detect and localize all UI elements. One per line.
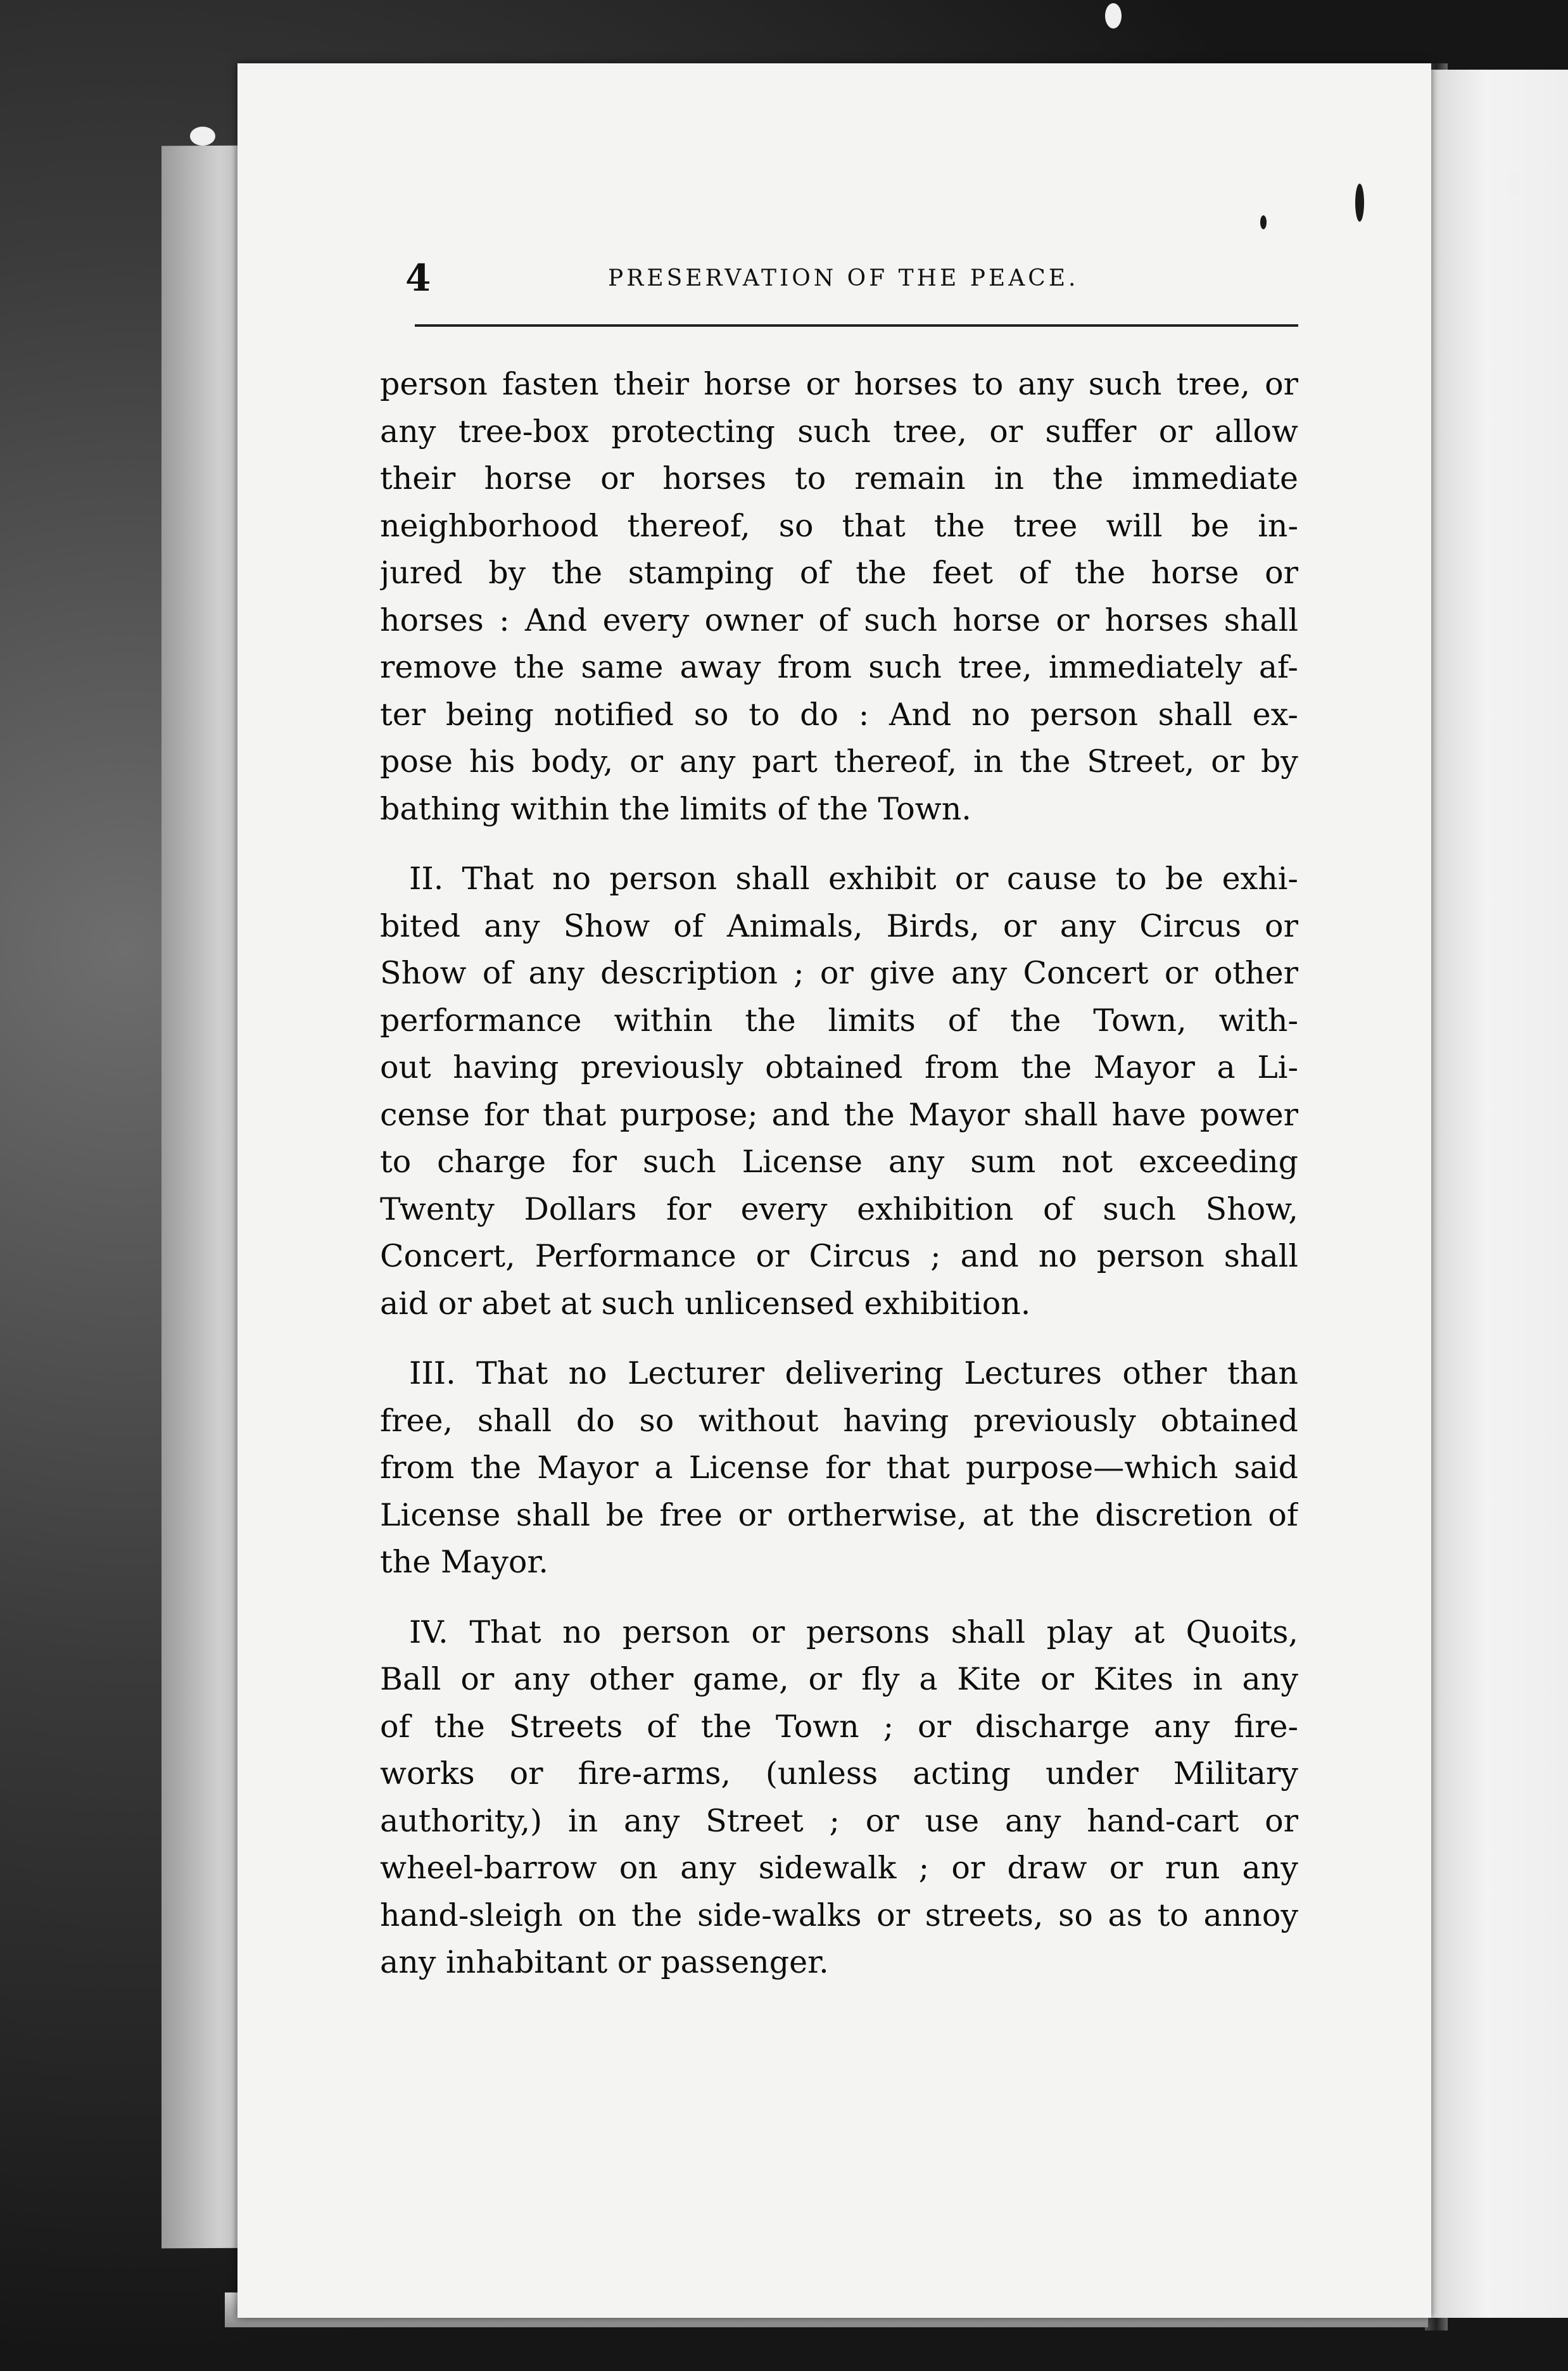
header-rule — [415, 324, 1298, 327]
text-line: out having previously obtained from the Mayor a Li- — [380, 1049, 1298, 1085]
text-line: Twenty Dollars for every exhibition of such Show, — [380, 1191, 1298, 1227]
text-line: pose his body, or any part thereof, in the Street, or by — [380, 743, 1298, 780]
page-number: 4 — [405, 256, 431, 300]
paragraph-continuation — [380, 361, 1298, 833]
body-text — [380, 361, 1298, 1987]
paragraph-gap — [380, 833, 1298, 856]
text-line: Ball or any other game, or fly a Kite or Kites in any — [380, 1661, 1298, 1697]
text-line: any inhabitant or passenger. — [380, 1944, 829, 1980]
text-line: person fasten their horse or horses to any such tree, or — [380, 366, 1298, 402]
text-line: works or fire-arms, (unless acting under Military — [380, 1755, 1298, 1792]
scan-speck — [190, 127, 215, 146]
text-line: any tree-box protecting such tree, or suffer or allow — [380, 413, 1298, 450]
text-line: of the Streets of the Town ; or discharge any fire- — [380, 1708, 1298, 1745]
text-line: authority,) in any Street ; or use any hand-cart or — [380, 1802, 1298, 1839]
text-line: License shall be free or ortherwise, at the discretion of — [380, 1496, 1298, 1533]
text-line: Show of any description ; or give any Concert or other — [380, 955, 1298, 991]
right-adjacent-page — [1431, 70, 1568, 2318]
text-line: wheel-barrow on any sidewalk ; or draw or run any — [380, 1850, 1298, 1886]
running-header — [405, 256, 1305, 307]
text-line: Concert, Performance or Circus ; and no person shall — [380, 1238, 1298, 1274]
text-line: neighborhood thereof, so that the tree will be in- — [380, 507, 1298, 544]
paragraph-gap — [380, 1586, 1298, 1609]
paragraph-section-iv — [380, 1609, 1298, 1987]
text-line: remove the same away from such tree, immediately af- — [380, 649, 1298, 685]
scan-speck — [1507, 171, 1520, 196]
scan-speck — [1260, 215, 1267, 229]
scan-speck — [1105, 3, 1122, 28]
header-title: PRESERVATION OF THE PEACE. — [608, 265, 1079, 291]
text-line: jured by the stamping of the feet of the horse or — [380, 555, 1298, 591]
text-line: free, shall do so without having previously obtained — [380, 1402, 1298, 1439]
text-line: ter being notified so to do : And no person shall ex- — [380, 696, 1298, 733]
text-line: the Mayor. — [380, 1544, 549, 1580]
text-line: III. That no Lecturer delivering Lectures other than — [409, 1355, 1298, 1391]
scan-speck — [1355, 184, 1364, 222]
text-line: hand-sleigh on the side-walks or streets, so as to annoy — [380, 1897, 1298, 1933]
text-line: from the Mayor a License for that purpose—which said — [380, 1450, 1298, 1486]
text-line: bited any Show of Animals, Birds, or any Circus or — [380, 907, 1298, 944]
text-line: IV. That no person or persons shall play at Quoits, — [409, 1614, 1298, 1650]
text-line: bathing within the limits of the Town. — [380, 790, 971, 827]
text-line: performance within the limits of the Town, with- — [380, 1002, 1298, 1039]
text-line: aid or abet at such unlicensed exhibition. — [380, 1285, 1031, 1322]
text-line: their horse or horses to remain in the immediate — [380, 460, 1298, 496]
text-line: to charge for such License any sum not exceeding — [380, 1144, 1298, 1180]
paragraph-section-iii — [380, 1350, 1298, 1586]
text-line: cense for that purpose; and the Mayor shall have power — [380, 1096, 1298, 1133]
text-line: II. That no person shall exhibit or cause to be exhi- — [409, 861, 1298, 897]
paragraph-section-ii — [380, 856, 1298, 1327]
paragraph-gap — [380, 1327, 1298, 1350]
text-line: horses : And every owner of such horse or horses shall — [380, 602, 1298, 638]
